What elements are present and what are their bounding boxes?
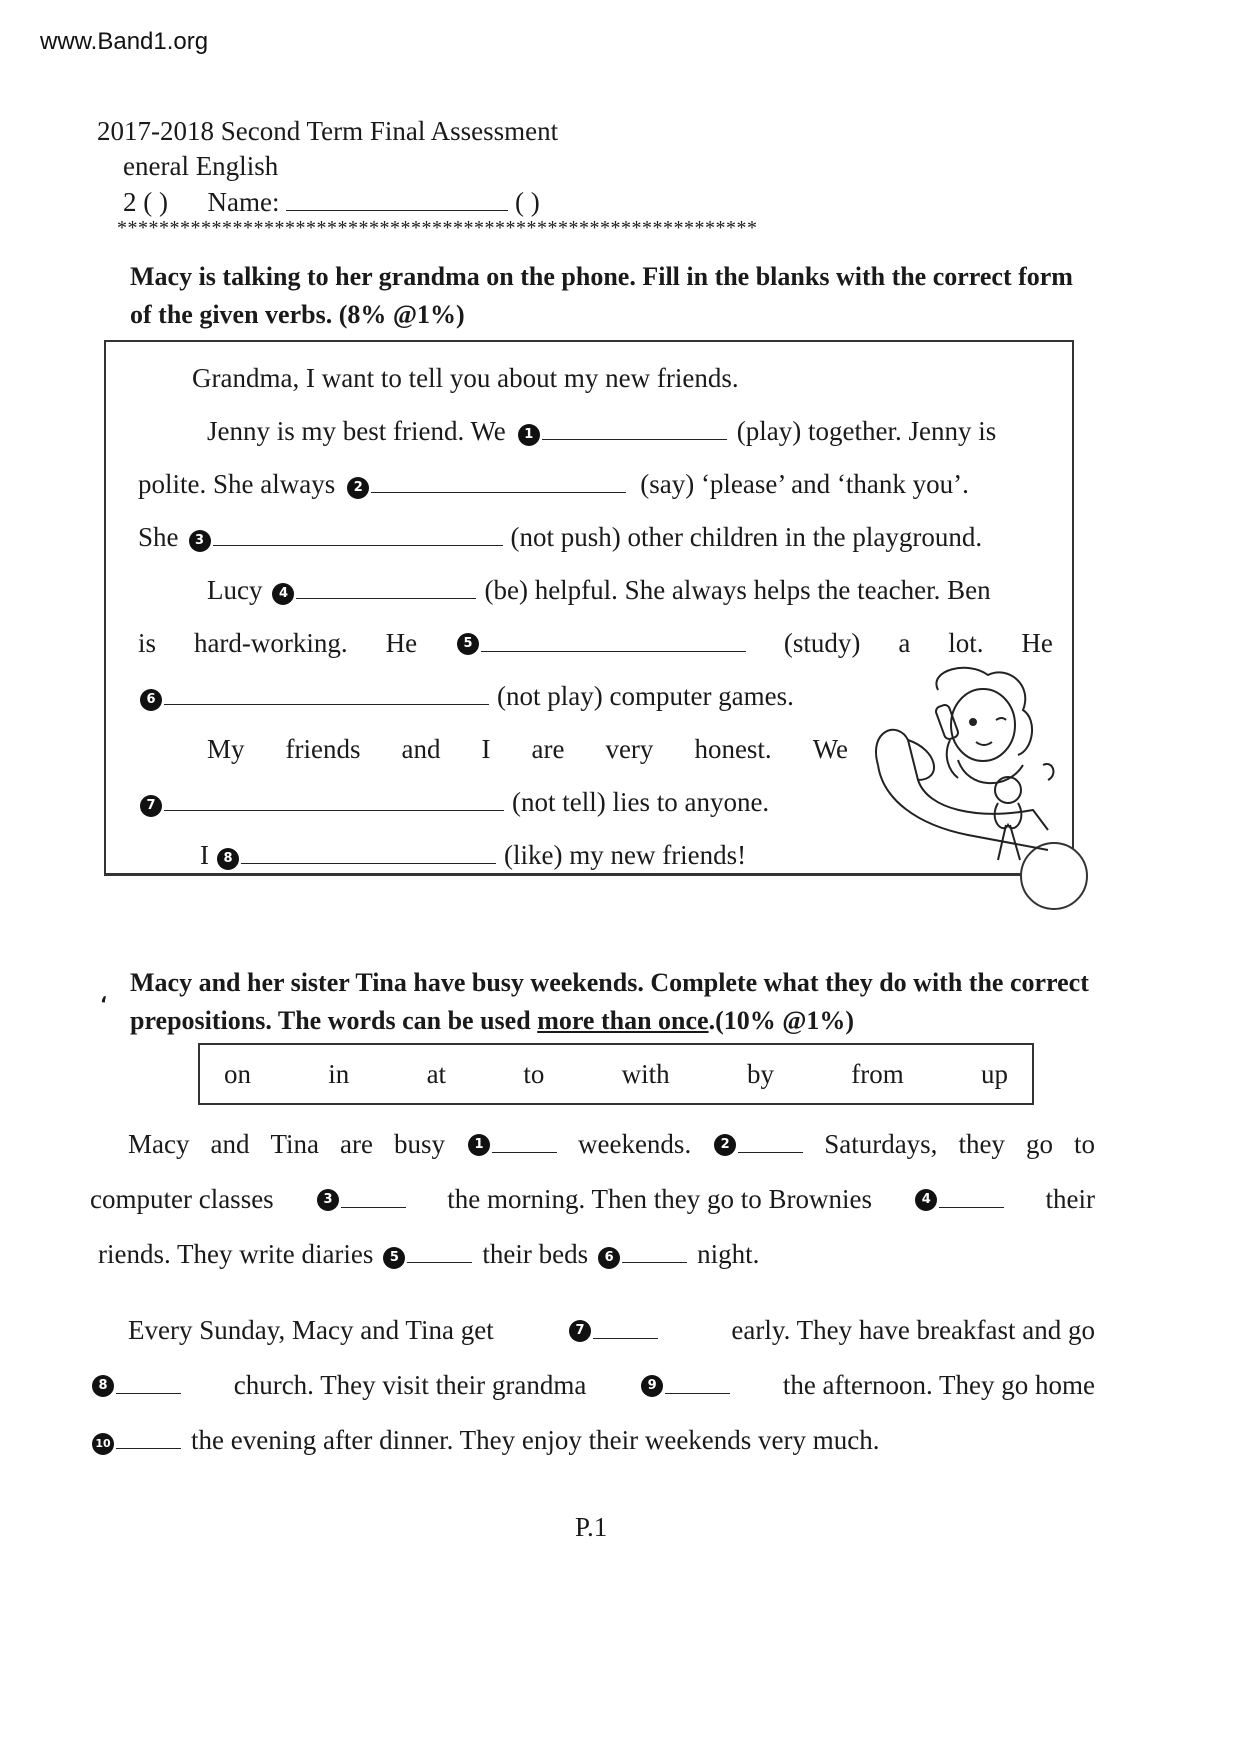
- text: Tina: [270, 1129, 319, 1159]
- blank-s2-2[interactable]: [738, 1126, 803, 1153]
- number-badge: 7: [140, 795, 162, 817]
- line-3: [138, 511, 1053, 564]
- number-badge: 6: [140, 689, 162, 711]
- number-badge: 5: [457, 633, 479, 655]
- text: (not push) other children in the playground.: [510, 522, 983, 552]
- text: (not play) computer games.: [497, 681, 794, 711]
- class-number-field: ( ): [514, 187, 540, 217]
- star-divider: *************************************************************: [117, 218, 758, 238]
- text: Jenny is my best friend. We: [207, 416, 506, 446]
- text: and: [401, 734, 441, 764]
- text: riends. They write diaries: [98, 1239, 374, 1269]
- blank-1[interactable]: [542, 413, 727, 440]
- text: .(10% @1%): [708, 1006, 855, 1035]
- text: the afternoon. They go home: [782, 1370, 1095, 1400]
- number-badge: 1: [518, 424, 540, 446]
- p1-line-2: [90, 1172, 1095, 1227]
- class-field: 2 ( ): [123, 187, 168, 217]
- blank-4[interactable]: [296, 572, 476, 599]
- text: go: [1025, 1129, 1053, 1159]
- site-url: www.Band1.org: [40, 28, 209, 55]
- text: the morning. Then they go to Brownies: [447, 1184, 872, 1214]
- header-title: 2017-2018 Second Term Final Assessment: [97, 116, 559, 146]
- text: are: [340, 1129, 373, 1159]
- line-4: [138, 564, 1053, 617]
- text: (be) helpful. She always helps the teacher. Ben: [484, 575, 991, 605]
- text: honest.: [694, 734, 772, 764]
- text: busy: [393, 1129, 445, 1159]
- text: polite. She always: [138, 469, 336, 499]
- text: Macy and her sister Tina have busy weekends. Complete what they do with the correct prepositions. The words can be used: [130, 968, 1089, 1035]
- line-5: [138, 617, 1053, 670]
- line-7: [138, 723, 848, 776]
- text: their: [1045, 1184, 1095, 1214]
- blank-s2-10[interactable]: [116, 1422, 181, 1449]
- section2-paragraph-1: [90, 1117, 1095, 1282]
- text: lot.: [948, 628, 984, 658]
- text: and: [210, 1129, 250, 1159]
- line-1: [138, 405, 1053, 458]
- section2-paragraph-2: [90, 1303, 1095, 1468]
- text: weekends.: [577, 1129, 692, 1159]
- text: My: [207, 734, 245, 764]
- page-number: P.1: [575, 1512, 608, 1542]
- text: We: [812, 734, 848, 764]
- text: church. They visit their grandma: [233, 1370, 587, 1400]
- line-6: [138, 670, 1053, 723]
- text: they: [958, 1129, 1005, 1159]
- text: night.: [697, 1239, 760, 1269]
- number-badge: 2: [347, 477, 369, 499]
- blank-6[interactable]: [164, 678, 489, 705]
- header-name-row: [97, 184, 558, 220]
- text: their beds: [482, 1239, 589, 1269]
- text: is: [138, 628, 157, 658]
- name-label: Name:: [207, 187, 280, 217]
- assessment-header: [97, 114, 558, 220]
- number-badge: 10: [92, 1433, 114, 1455]
- text: (play) together. Jenny is: [736, 416, 997, 446]
- word-bank-item: with: [621, 1058, 670, 1089]
- p2-line-3: [90, 1413, 1095, 1468]
- number-badge: 4: [272, 583, 294, 605]
- word-bank: [198, 1043, 1034, 1105]
- word-bank-item: to: [523, 1058, 545, 1089]
- text: Macy: [128, 1129, 190, 1159]
- number-badge: 8: [217, 848, 239, 870]
- blank-s2-3[interactable]: [341, 1181, 406, 1208]
- intro-line: [138, 352, 1053, 405]
- section1-instruction: Macy is talking to her grandma on the phone. Fill in the blanks with the correct form of the given verbs. (8% @1%): [130, 262, 1073, 329]
- word-bank-item: from: [851, 1058, 904, 1089]
- number-badge: 3: [317, 1189, 339, 1211]
- blank-7[interactable]: [164, 784, 504, 811]
- number-badge: 3: [189, 530, 211, 552]
- section1-paragraph: [138, 352, 1053, 882]
- p2-line-2: [90, 1358, 1095, 1413]
- intro-text: Grandma, I want to tell you about my new friends.: [192, 363, 739, 393]
- text: Saturdays,: [824, 1129, 938, 1159]
- number-badge: 2: [714, 1134, 736, 1156]
- word-bank-item: on: [224, 1058, 251, 1089]
- text: Every Sunday, Macy and Tina get: [128, 1315, 494, 1345]
- p1-line-1: [90, 1117, 1095, 1172]
- word-bank-item: in: [328, 1058, 350, 1089]
- text: very: [605, 734, 654, 764]
- text: computer classes: [90, 1184, 274, 1214]
- text: hard-working.: [193, 628, 348, 658]
- blank-s2-7[interactable]: [593, 1312, 658, 1339]
- number-badge: 7: [569, 1320, 591, 1342]
- number-badge: 5: [383, 1247, 405, 1269]
- text: friends: [285, 734, 361, 764]
- number-badge: 4: [915, 1189, 937, 1211]
- word-bank-item: by: [746, 1058, 774, 1089]
- line-9: [138, 829, 1053, 882]
- line-8: [138, 776, 1053, 829]
- section2-instruction: [130, 964, 1095, 1040]
- blank-2[interactable]: [371, 466, 626, 493]
- text: (not tell) lies to anyone.: [512, 787, 770, 817]
- blank-s2-5[interactable]: [407, 1236, 472, 1263]
- blank-s2-4[interactable]: [939, 1181, 1004, 1208]
- number-badge: 9: [641, 1375, 663, 1397]
- text: (like) my new friends!: [504, 840, 747, 870]
- text: the evening after dinner. They enjoy their weekends very much.: [191, 1425, 880, 1455]
- blank-5[interactable]: [481, 625, 746, 652]
- text: (say) ‘please’ and ‘thank you’.: [640, 469, 969, 499]
- text: Lucy: [207, 575, 263, 605]
- name-blank[interactable]: [286, 184, 508, 211]
- blank-8[interactable]: [241, 837, 496, 864]
- blank-3[interactable]: [213, 519, 503, 546]
- section2-bullet: ،: [100, 982, 108, 1007]
- header-subject: eneral English: [123, 151, 279, 181]
- blank-s2-6[interactable]: [622, 1236, 687, 1263]
- line-2: [138, 458, 1053, 511]
- number-badge: 8: [92, 1375, 114, 1397]
- text: I: [481, 734, 491, 764]
- text: to: [1073, 1129, 1095, 1159]
- text: early. They have breakfast and go: [731, 1315, 1095, 1345]
- word-bank-item: up: [981, 1058, 1008, 1089]
- blank-s2-8[interactable]: [116, 1367, 181, 1394]
- text: are: [531, 734, 565, 764]
- p2-line-1: [90, 1303, 1095, 1358]
- blank-s2-9[interactable]: [665, 1367, 730, 1394]
- underlined-text: more than once: [537, 1006, 709, 1035]
- p1-line-3: [90, 1227, 1095, 1282]
- number-badge: 6: [598, 1247, 620, 1269]
- blank-s2-1[interactable]: [492, 1126, 557, 1153]
- text: He: [1021, 628, 1053, 658]
- text: She: [138, 522, 179, 552]
- text: He: [385, 628, 418, 658]
- text: (study): [783, 628, 861, 658]
- word-bank-item: at: [426, 1058, 447, 1089]
- text: a: [898, 628, 911, 658]
- number-badge: 1: [468, 1134, 490, 1156]
- text: I: [200, 840, 209, 870]
